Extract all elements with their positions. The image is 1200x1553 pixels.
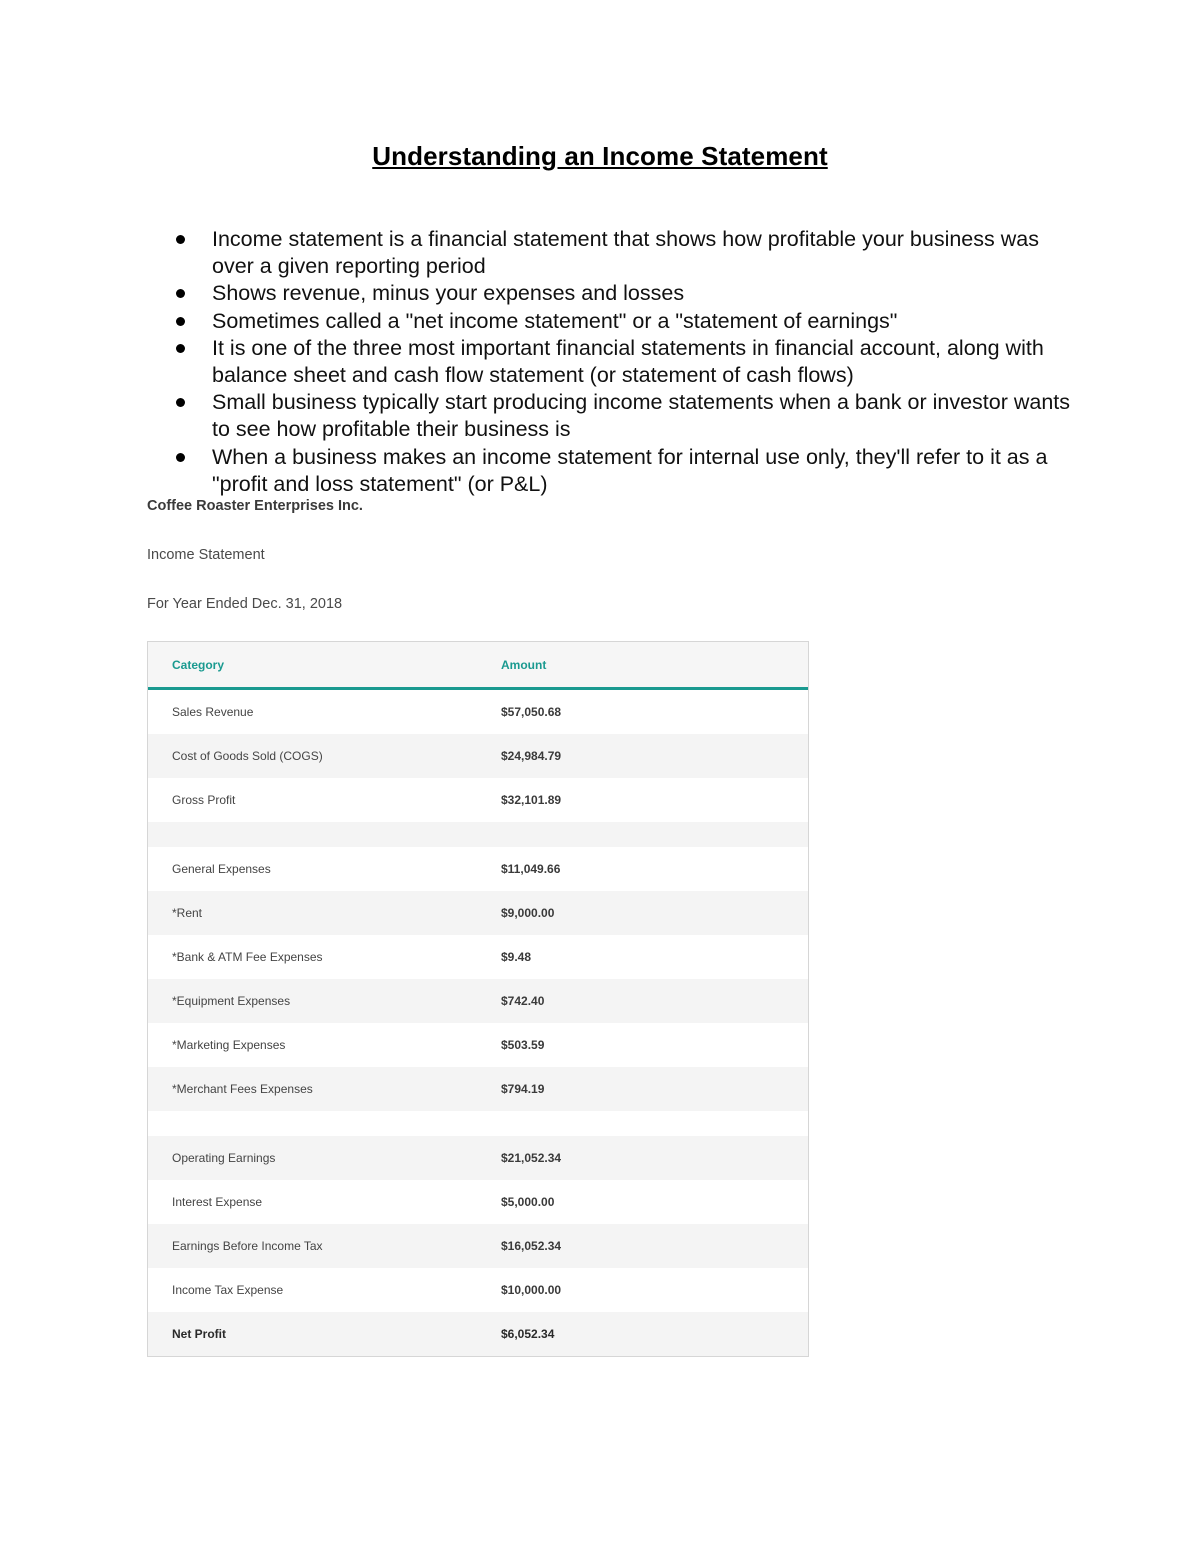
row-amount: $742.40 [501, 994, 545, 1008]
table-row [148, 778, 808, 822]
row-amount: $32,101.89 [501, 793, 562, 807]
table-spacer-row [148, 822, 808, 847]
row-amount: $10,000.00 [501, 1283, 562, 1297]
table-row [148, 891, 808, 935]
statement-period: For Year Ended Dec. 31, 2018 [147, 596, 343, 612]
table-row [148, 1268, 808, 1312]
table-row [148, 690, 808, 734]
table-spacer-row [148, 1111, 808, 1136]
table-row [148, 1067, 808, 1111]
row-amount: $794.19 [501, 1082, 545, 1096]
row-category: Operating Earnings [172, 1151, 276, 1165]
bullet-item: It is one of the three most important financial statements in financial account, along with balance sheet and cash flow statement (or statement of cash flows) [212, 335, 1082, 389]
row-category: *Merchant Fees Expenses [172, 1082, 313, 1096]
bullet-item: Small business typically start producing income statements when a bank or investor wants to see how profitable their business is [212, 389, 1082, 443]
category-column-header: Category [172, 658, 225, 672]
bullet-item: Income statement is a financial statement that shows how profitable your business was over a given reporting period [212, 226, 1082, 280]
row-category: Interest Expense [172, 1195, 263, 1209]
bullet-list [212, 226, 1082, 498]
row-category: Cost of Goods Sold (COGS) [172, 749, 323, 763]
row-amount: $503.59 [501, 1038, 545, 1052]
row-category: *Rent [172, 906, 203, 920]
document-title: Understanding an Income Statement [372, 141, 828, 171]
bullet-item: Sometimes called a "net income statement" or a "statement of earnings" [212, 308, 1082, 335]
row-amount: $6,052.34 [501, 1327, 555, 1341]
row-amount: $24,984.79 [501, 749, 562, 763]
row-category: Earnings Before Income Tax [172, 1239, 323, 1253]
row-category: *Equipment Expenses [172, 994, 291, 1008]
row-amount: $57,050.68 [501, 705, 562, 719]
row-amount: $21,052.34 [501, 1151, 562, 1165]
table-row [148, 1180, 808, 1224]
table-row [148, 935, 808, 979]
table-header [148, 642, 808, 690]
row-amount: $9.48 [501, 950, 532, 964]
table-row [148, 979, 808, 1023]
amount-column-header: Amount [501, 658, 547, 672]
table-row-total [148, 1312, 808, 1356]
table-row [148, 1023, 808, 1067]
row-category: Gross Profit [172, 793, 236, 807]
bullet-item: When a business makes an income statement for internal use only, they'll refer to it as a "profit and loss statement" (or P&L) [212, 444, 1082, 498]
row-category: *Bank & ATM Fee Expenses [172, 950, 323, 964]
row-category: General Expenses [172, 862, 271, 876]
table-row [148, 847, 808, 891]
income-statement-table [147, 641, 809, 1357]
statement-name: Income Statement [147, 547, 265, 563]
table-row [148, 1136, 808, 1180]
row-category: Income Tax Expense [172, 1283, 284, 1297]
company-name: Coffee Roaster Enterprises Inc. [147, 498, 363, 514]
table-row [148, 734, 808, 778]
row-category: Net Profit [172, 1327, 226, 1341]
table-row [148, 1224, 808, 1268]
row-amount: $16,052.34 [501, 1239, 562, 1253]
row-category: Sales Revenue [172, 705, 254, 719]
row-category: *Marketing Expenses [172, 1038, 286, 1052]
row-amount: $5,000.00 [501, 1195, 555, 1209]
bullet-item: Shows revenue, minus your expenses and losses [212, 280, 1082, 307]
row-amount: $9,000.00 [501, 906, 555, 920]
row-amount: $11,049.66 [501, 862, 561, 876]
